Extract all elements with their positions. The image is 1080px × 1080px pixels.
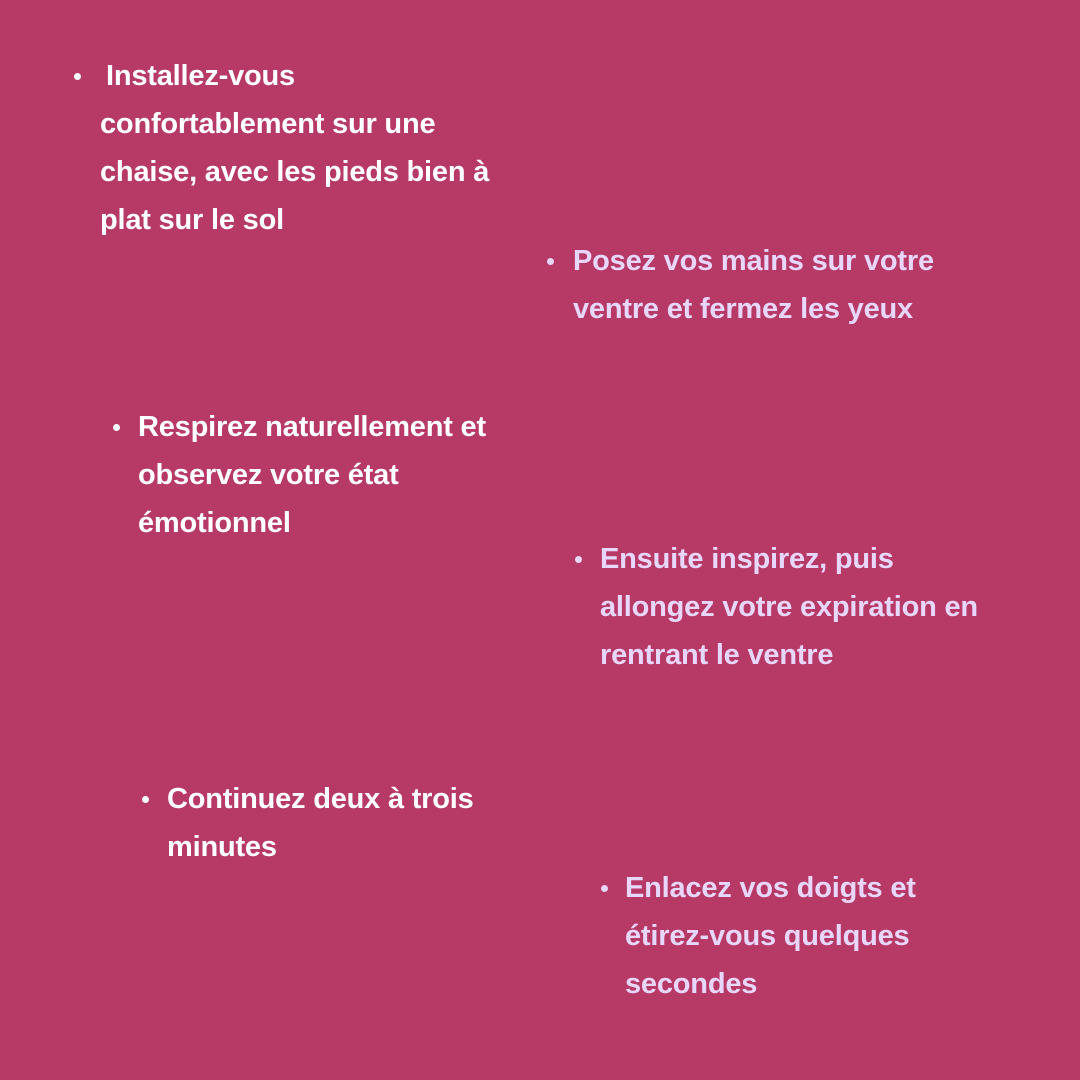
- step-text: Installez-vous confortablement sur une chaise, avec les pieds bien à plat sur le sol: [100, 60, 490, 236]
- step-text: Continuez deux à trois minutes: [167, 783, 474, 863]
- step-long-exhale: [575, 535, 1015, 679]
- bullet-dot-icon: [74, 73, 81, 80]
- step-text: Enlacez vos doigts et étirez-vous quelques secondes: [625, 872, 916, 1000]
- bullet-dot-icon: [113, 424, 120, 431]
- bullet-dot-icon: [547, 258, 554, 265]
- bullet-dot-icon: [575, 556, 582, 563]
- bullet-dot-icon: [601, 885, 608, 892]
- step-stretch-fingers: [601, 864, 1001, 1008]
- bullet-dot-icon: [142, 796, 149, 803]
- step-text: Posez vos mains sur votre ventre et fermez les yeux: [573, 245, 934, 325]
- step-text: Ensuite inspirez, puis allongez votre expiration en rentrant le ventre: [600, 543, 978, 671]
- step-hands-on-belly: [547, 237, 947, 333]
- step-continue-minutes: [142, 775, 542, 871]
- step-install-seat: [74, 52, 514, 244]
- step-breathe-naturally: [113, 403, 543, 547]
- step-text: Respirez naturellement et observez votre état émotionnel: [138, 411, 486, 539]
